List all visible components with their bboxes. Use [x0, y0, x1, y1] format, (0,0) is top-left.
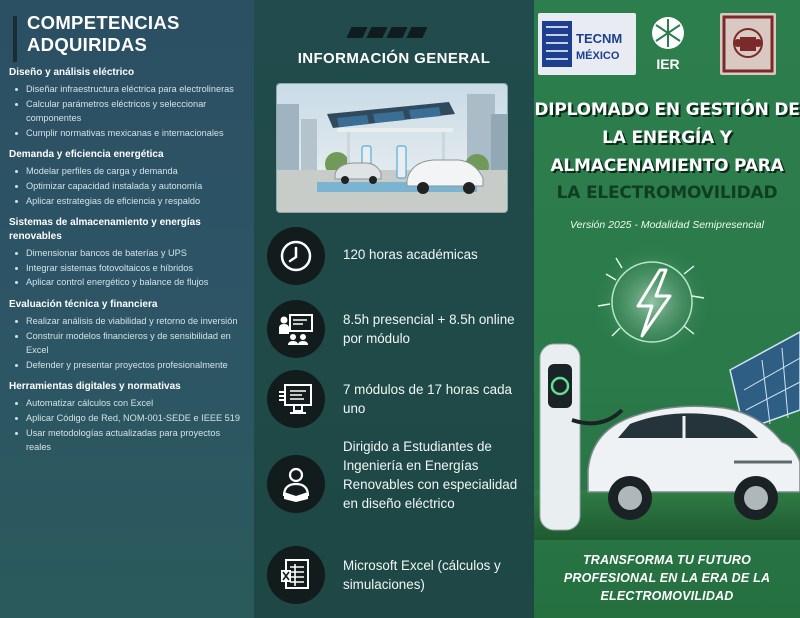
version-text: Versión 2025 - Modalidad Semipresencial — [570, 219, 764, 231]
logo-row — [534, 10, 800, 80]
title-line-2: LA ENERGÍA Y — [602, 128, 732, 148]
list-item: Aplicar control energético y balance de flujos — [9, 275, 246, 290]
informacion-panel — [254, 0, 534, 618]
heading-accent-bar — [13, 16, 17, 62]
feature-hours — [254, 227, 534, 287]
feature-schedule — [254, 298, 534, 360]
tagline-line-3: ELECTROMOVILIDAD — [600, 589, 734, 603]
competencias-panel — [0, 0, 254, 618]
list-item: Integrar sistemas fotovoltaicos e híbridos — [9, 261, 246, 276]
diplomado-title — [534, 96, 800, 206]
list-item: Usar metodologías actualizadas para proyectos reales — [9, 426, 246, 455]
tecnm-logo — [538, 13, 636, 75]
list-item: Realizar análisis de viabilidad y retorno de inversión — [9, 314, 246, 329]
feature-software — [254, 544, 534, 606]
feature-text: Dirigido a Estudiantes de Ingeniería en Energías Renovables con especialidad en diseño eléctrico — [343, 439, 518, 511]
list-item: Optimizar capacidad instalada y autonomía — [9, 179, 246, 194]
list-item: Automatizar cálculos con Excel — [9, 396, 246, 411]
feature-text: 120 horas académicas — [343, 247, 478, 262]
mexico-text: MÉXICO — [576, 50, 620, 62]
list-item: Modelar perfiles de carga y demanda — [9, 164, 246, 179]
section-herramientas — [9, 380, 246, 454]
feature-text: Microsoft Excel (cálculos y simulaciones) — [343, 558, 501, 592]
decorative-stripes — [349, 27, 425, 38]
competencias-heading — [9, 12, 246, 56]
ier-logo — [644, 13, 692, 75]
feature-text: 7 módulos de 17 horas cada uno — [343, 382, 512, 416]
institution-seal-logo — [720, 13, 776, 75]
list-item: Defender y presentar proyectos profesionalmente — [9, 358, 246, 373]
modules-screen-icon — [267, 370, 325, 428]
ier-text: IER — [656, 56, 680, 72]
tagline-line-2: PROFESIONAL EN LA ERA DE LA — [563, 571, 771, 585]
list-item: Aplicar Código de Red, NOM-001-SEDE e IEEE 519 — [9, 411, 246, 426]
section-title: Diseño y análisis eléctrico — [9, 67, 135, 78]
section-title: Sistemas de almacenamiento y energías renovables — [9, 217, 201, 243]
spreadsheet-icon — [267, 546, 325, 604]
presenter-icon — [267, 300, 325, 358]
section-diseno — [9, 66, 246, 140]
tagline-line-1: TRANSFORMA TU FUTURO — [582, 553, 752, 567]
section-title: Herramientas digitales y normativas — [9, 381, 181, 393]
feature-audience — [254, 437, 534, 532]
section-almacenamiento — [9, 216, 246, 290]
student-reading-icon — [267, 455, 325, 513]
section-title: Demanda y eficiencia energética — [9, 149, 164, 161]
section-demanda — [9, 148, 246, 208]
list-item: Calcular parámetros eléctricos y seleccionar componentes — [9, 97, 246, 126]
tecnm-text: TECNM — [576, 31, 623, 46]
feature-text: 8.5h presencial + 8.5h online por módulo — [343, 312, 515, 346]
competencias-title-line1: COMPETENCIAS — [27, 12, 180, 33]
ev-charging-illustration — [534, 240, 800, 540]
section-title: Evaluación técnica y financiera — [9, 298, 158, 310]
diplomado-cover-panel — [534, 0, 800, 618]
list-item: Dimensionar bancos de baterías y UPS — [9, 246, 246, 261]
title-line-4: LA ELECTROMOVILIDAD — [556, 183, 778, 203]
list-item: Cumplir normativas mexicanas e internacionales — [9, 126, 246, 141]
feature-modules — [254, 370, 534, 432]
tagline — [534, 551, 800, 605]
list-item: Construir modelos financieros y de sensibilidad en Excel — [9, 329, 246, 358]
clock-icon — [267, 227, 325, 285]
section-evaluacion — [9, 298, 246, 372]
charging-station-photo — [276, 83, 508, 213]
competencias-title-line2: ADQUIRIDAS — [27, 34, 148, 55]
list-item: Aplicar estrategias de eficiencia y respaldo — [9, 194, 246, 209]
title-line-1: DIPLOMADO EN GESTIÓN DE — [534, 100, 800, 120]
title-line-3: ALMACENAMIENTO PARA — [550, 156, 784, 176]
informacion-title: INFORMACIÓN GENERAL — [297, 50, 491, 67]
list-item: Diseñar infraestructura eléctrica para electrolineras — [9, 82, 246, 97]
